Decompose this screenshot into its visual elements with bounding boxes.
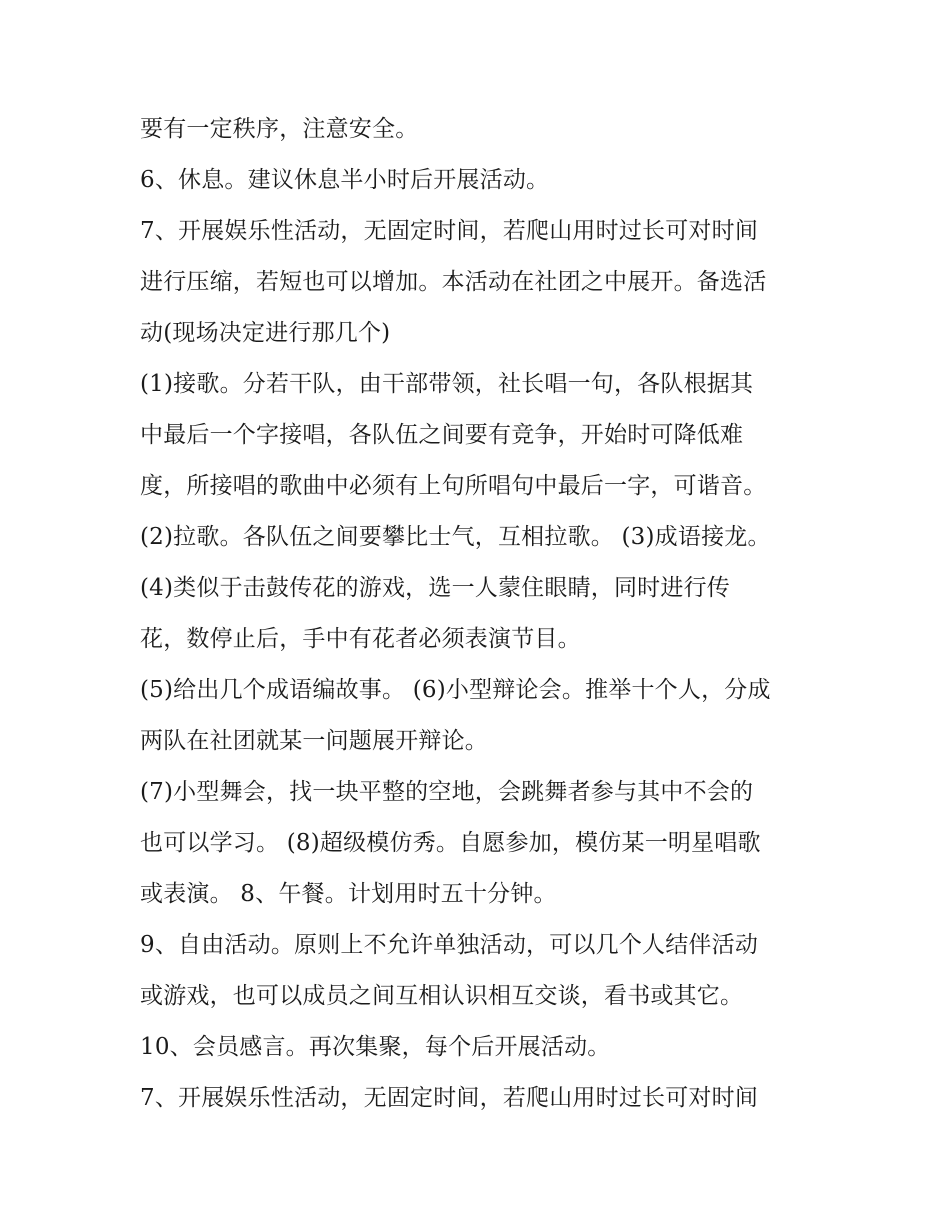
text-line: 也可以学习。 (8)超级模仿秀。自愿参加，模仿某一明星唱歌 [140, 830, 761, 856]
document-body [140, 104, 830, 1124]
text-line: 7、开展娱乐性活动，无固定时间，若爬山用时过长可对时间 [140, 218, 759, 244]
text-line: 度，所接唱的歌曲中必须有上句所唱句中最后一字，可谐音。 [140, 473, 767, 499]
text-line: 进行压缩，若短也可以增加。本活动在社团之中展开。备选活 [140, 269, 767, 295]
text-line: 中最后一个字接唱，各队伍之间要有竞争，开始时可降低难 [140, 422, 744, 448]
text-line: 或表演。 8、午餐。计划用时五十分钟。 [140, 881, 557, 907]
text-line: 9、自由活动。原则上不允许单独活动，可以几个人结伴活动 [140, 932, 759, 958]
text-line: 要有一定秩序，注意安全。 [140, 116, 419, 142]
text-line: 或游戏，也可以成员之间互相认识相互交谈，看书或其它。 [140, 983, 744, 1009]
text-line: 6、休息。建议休息半小时后开展活动。 [140, 167, 550, 193]
text-line: (5)给出几个成语编故事。 (6)小型辩论会。推举十个人，分成 [140, 677, 771, 703]
text-line: 7、开展娱乐性活动，无固定时间，若爬山用时过长可对时间 [140, 1085, 759, 1111]
text-line: 花，数停止后，手中有花者必须表演节目。 [140, 626, 581, 652]
text-line: 两队在社团就某一问题展开辩论。 [140, 728, 488, 754]
text-line: (4)类似于击鼓传花的游戏，选一人蒙住眼睛，同时进行传 [140, 575, 730, 601]
text-line: (1)接歌。分若干队，由干部带领，社长唱一句，各队根据其 [140, 371, 754, 397]
text-line: (7)小型舞会，找一块平整的空地，会跳舞者参与其中不会的 [140, 779, 754, 805]
text-line: 动(现场决定进行那几个) [140, 320, 391, 346]
text-line: 10、会员感言。再次集聚，每个后开展活动。 [140, 1034, 611, 1060]
text-line: (2)拉歌。各队伍之间要攀比士气，互相拉歌。 (3)成语接龙。 [140, 524, 771, 550]
